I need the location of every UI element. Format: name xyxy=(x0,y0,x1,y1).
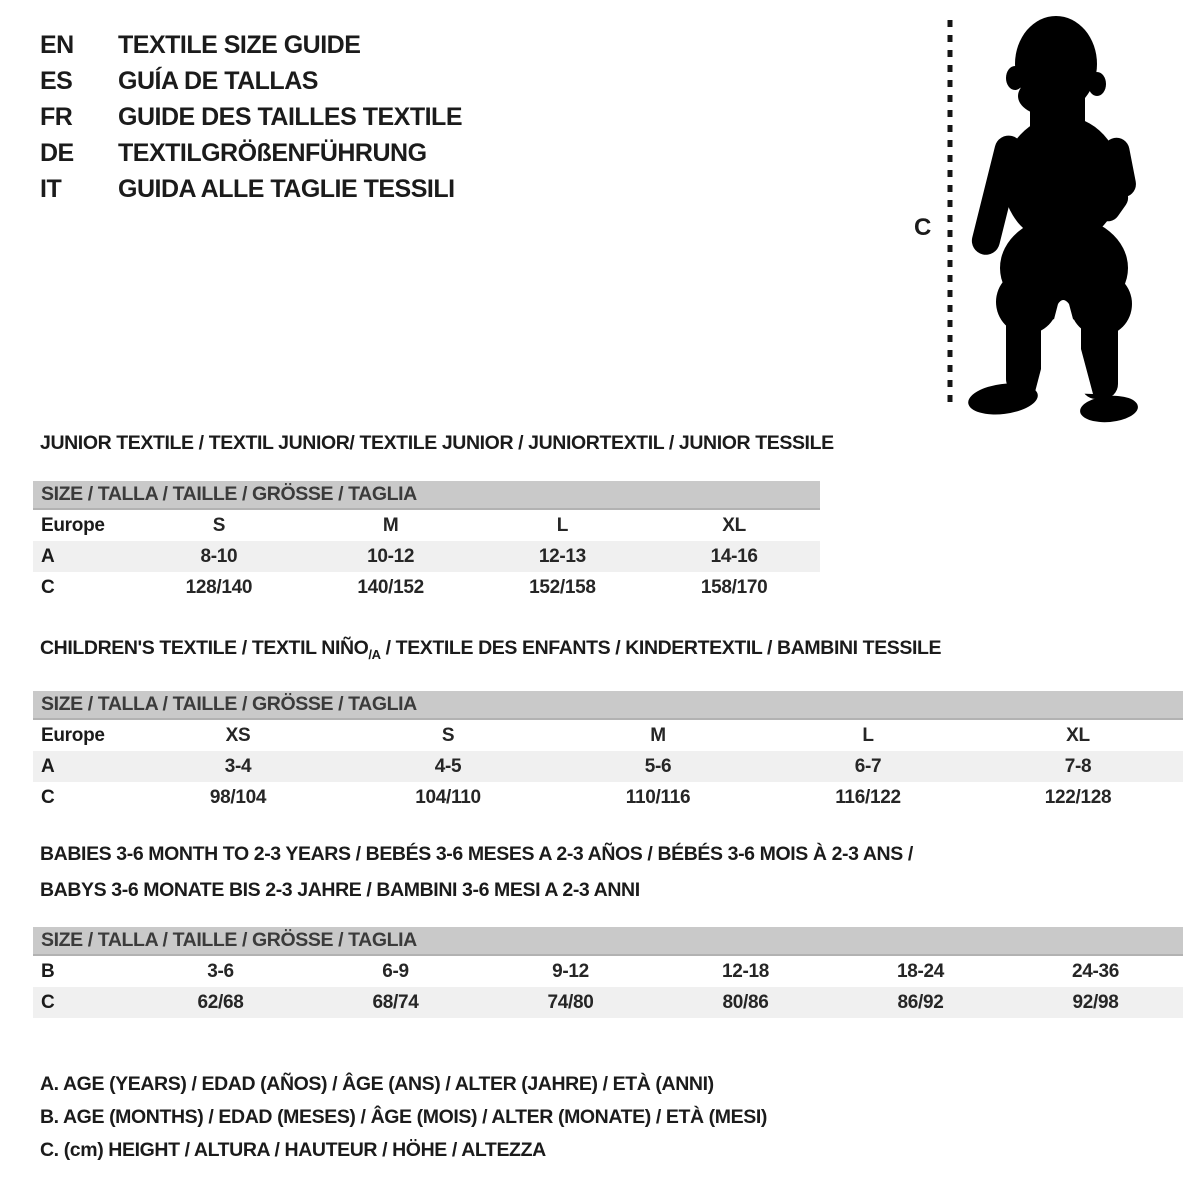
heading-text: BABIES 3-6 MONTH TO 2-3 YEARS / BEBÉS 3-6 MESES A 2-3 AÑOS / BÉBÉS 3-6 MOIS À 2-3 ANS / xyxy=(40,843,913,865)
table-row xyxy=(33,510,820,541)
heading-text: CHILDREN'S TEXTILE / TEXTIL NIÑO xyxy=(40,637,369,659)
legend-line: C. (cm) HEIGHT / ALTURA / HAUTEUR / HÖHE / ALTEZZA xyxy=(40,1139,546,1161)
value-cell: XL xyxy=(722,514,746,536)
value-cell: XL xyxy=(1066,724,1090,746)
value-cell: 62/68 xyxy=(197,991,244,1013)
babies-size-table xyxy=(33,927,1183,1018)
row-label-cell: Europe xyxy=(41,514,105,536)
value-cell: 24-36 xyxy=(1071,960,1120,982)
children-table-rows xyxy=(33,720,1183,813)
value-cell: 14-16 xyxy=(710,545,758,567)
language-title-block xyxy=(40,27,462,207)
value-cell: 6-9 xyxy=(382,960,409,982)
language-row xyxy=(40,63,462,99)
value-cell: 5-6 xyxy=(644,755,672,777)
value-cell: 110/116 xyxy=(625,786,691,808)
row-label-cell: C xyxy=(41,576,55,598)
value-cell: 98/104 xyxy=(209,786,267,808)
toddler-silhouette xyxy=(966,16,1139,424)
row-label-cell: Europe xyxy=(41,724,105,746)
children-size-table xyxy=(33,691,1183,813)
table-row xyxy=(33,782,1183,813)
language-row xyxy=(40,135,462,171)
value-cell: 68/74 xyxy=(372,991,419,1013)
table-row xyxy=(33,572,820,603)
section-heading-line xyxy=(40,425,834,461)
value-cell: 128/140 xyxy=(185,576,253,598)
language-guide-title: GUIDA ALLE TAGLIE TESSILI xyxy=(118,175,455,203)
junior-section-heading xyxy=(40,425,834,461)
value-cell: S xyxy=(212,514,226,536)
value-cell: 3-6 xyxy=(207,960,234,982)
table-row xyxy=(33,987,1183,1018)
measure-legend xyxy=(40,1068,767,1167)
value-cell: 152/158 xyxy=(529,576,596,598)
babies-table-rows xyxy=(33,956,1183,1018)
language-code: FR xyxy=(40,103,73,131)
children-size-header-bar xyxy=(33,691,1183,720)
junior-table-rows xyxy=(33,510,820,603)
value-cell: XS xyxy=(225,724,251,746)
value-cell: 86/92 xyxy=(897,991,944,1013)
value-cell: S xyxy=(441,724,455,746)
row-label-cell: C xyxy=(41,991,55,1013)
junior-size-header-bar xyxy=(33,481,820,510)
language-guide-title: TEXTILE SIZE GUIDE xyxy=(118,31,361,59)
value-cell: L xyxy=(862,724,874,746)
heading-text: JUNIOR TEXTILE / TEXTIL JUNIOR/ TEXTILE JUNIOR / JUNIORTEXTIL / JUNIOR TESSILE xyxy=(40,432,834,454)
table-row xyxy=(33,541,820,572)
table-row xyxy=(33,751,1183,782)
language-guide-title: GUÍA DE TALLAS xyxy=(118,67,318,95)
value-cell: 12-18 xyxy=(721,960,770,982)
row-label-cell: C xyxy=(41,786,55,808)
value-cell: L xyxy=(556,514,569,536)
section-heading-line xyxy=(40,872,913,908)
language-code: ES xyxy=(40,67,73,95)
language-row xyxy=(40,99,462,135)
heading-subscript: /A xyxy=(368,646,381,662)
value-cell: M xyxy=(650,724,666,746)
value-cell: 80/86 xyxy=(722,991,769,1013)
language-row xyxy=(40,171,462,207)
junior-size-table xyxy=(33,481,820,603)
value-cell: 18-24 xyxy=(896,960,945,982)
legend-line: A. AGE (YEARS) / EDAD (AÑOS) / ÂGE (ANS) / ALTER (JAHRE) / ETÀ (ANNI) xyxy=(40,1073,714,1095)
row-label-cell: B xyxy=(41,960,55,982)
babies-section-heading xyxy=(40,836,913,908)
table-row xyxy=(33,720,1183,751)
size-header-label: SIZE / TALLA / TAILLE / GRÖSSE / TAGLIA xyxy=(41,483,417,505)
language-row xyxy=(40,27,462,63)
value-cell: 3-4 xyxy=(224,755,252,777)
heading-text: BABYS 3-6 MONATE BIS 2-3 JAHRE / BAMBINI 3-6 MESI A 2-3 ANNI xyxy=(40,879,640,901)
language-code: EN xyxy=(40,31,74,59)
babies-size-header-bar xyxy=(33,927,1183,956)
value-cell: 158/170 xyxy=(700,576,768,598)
toddler-silhouette-graphic xyxy=(900,8,1160,428)
height-measure-label: C xyxy=(914,214,932,241)
value-cell: 122/128 xyxy=(1044,786,1112,808)
value-cell: 92/98 xyxy=(1072,991,1119,1013)
section-heading-line xyxy=(40,836,913,872)
language-code: IT xyxy=(40,175,62,203)
value-cell: M xyxy=(382,514,399,536)
row-label-cell: A xyxy=(41,755,55,777)
legend-line: B. AGE (MONTHS) / EDAD (MESES) / ÂGE (MOIS) / ALTER (MONATE) / ETÀ (MESI) xyxy=(40,1106,767,1128)
value-cell: 8-10 xyxy=(200,545,238,567)
size-header-label: SIZE / TALLA / TAILLE / GRÖSSE / TAGLIA xyxy=(41,693,417,715)
children-section-heading xyxy=(40,630,941,673)
value-cell: 6-7 xyxy=(854,755,882,777)
value-cell: 9-12 xyxy=(552,960,589,982)
value-cell: 74/80 xyxy=(547,991,594,1013)
value-cell: 116/122 xyxy=(835,786,901,808)
toddler-figure xyxy=(900,8,1160,428)
value-cell: 7-8 xyxy=(1064,755,1092,777)
value-cell: 140/152 xyxy=(357,576,424,598)
language-guide-title: GUIDE DES TAILLES TEXTILE xyxy=(118,103,463,131)
language-guide-title: TEXTILGRÖßENFÜHRUNG xyxy=(118,139,427,167)
value-cell: 12-13 xyxy=(538,545,586,567)
value-cell: 10-12 xyxy=(367,545,415,567)
value-cell: 4-5 xyxy=(434,755,462,777)
value-cell: 104/110 xyxy=(415,786,481,808)
section-heading-line xyxy=(40,630,941,673)
language-code: DE xyxy=(40,139,74,167)
table-row xyxy=(33,956,1183,987)
row-label-cell: A xyxy=(41,545,55,567)
heading-text: / TEXTILE DES ENFANTS / KINDERTEXTIL / BAMBINI TESSILE xyxy=(380,637,942,659)
size-header-label: SIZE / TALLA / TAILLE / GRÖSSE / TAGLIA xyxy=(41,929,417,951)
